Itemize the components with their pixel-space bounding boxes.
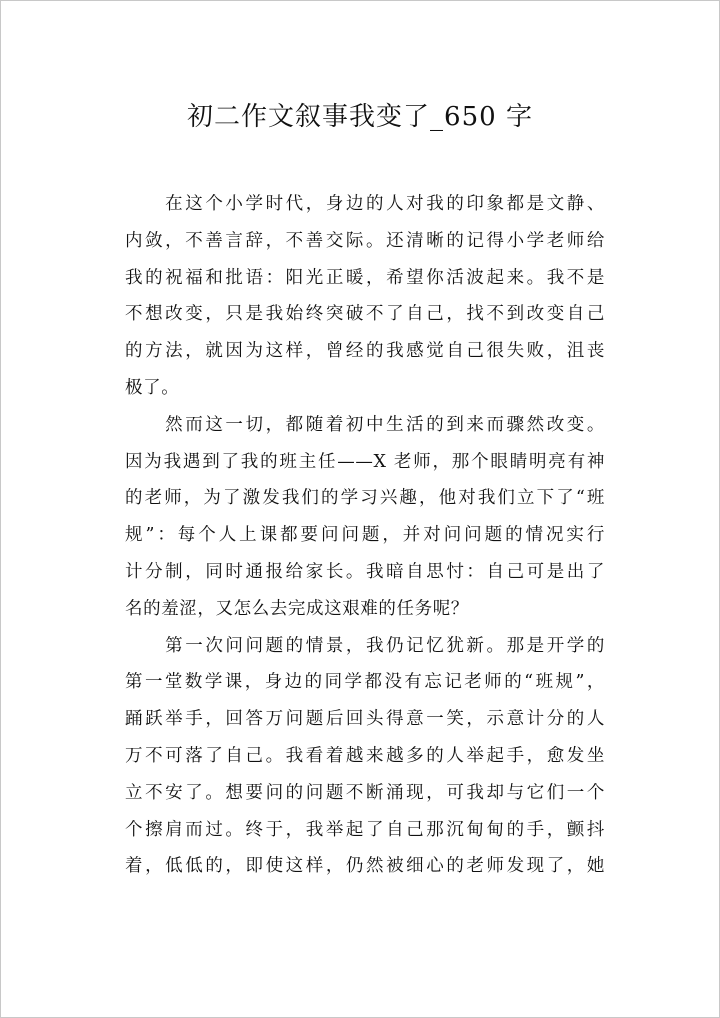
text-line: 第一次问问题的情景，我仍记忆犹新。那是开学的 xyxy=(125,635,605,656)
text-line: 的方法，就因为这样，曾经的我感觉自己很失败，沮丧 xyxy=(125,341,605,362)
text-line: 我的祝福和批语：阳光正暖，希望你活波起来。我不是 xyxy=(125,267,605,288)
text-line: 然而这一切，都随着初中生活的到来而骤然改变。 xyxy=(125,414,605,435)
text-line: 个擦肩而过。终于，我举起了自己那沉甸甸的手，颤抖 xyxy=(125,819,605,840)
text-line: 极了。 xyxy=(125,377,180,398)
document-title: 初二作文叙事我变了_650 字 xyxy=(187,102,533,132)
text-line: 因为我遇到了我的班主任——X 老师，那个眼睛明亮有神 xyxy=(125,451,605,472)
text-line: 万不可落了自己。我看着越来越多的人举起手，愈发坐 xyxy=(125,745,605,766)
paragraph xyxy=(125,186,605,407)
text-line: 的老师，为了激发我们的学习兴趣，他对我们立下了“班 xyxy=(125,488,605,509)
text-line: 踊跃举手，回答万问题后回头得意一笑，示意计分的人 xyxy=(125,709,605,730)
text-line: 规”：每个人上课都要问问题，并对问问题的情况实行 xyxy=(125,525,605,546)
text-line: 名的羞涩，又怎么去完成这艰难的任务呢？ xyxy=(125,598,469,619)
paragraph xyxy=(125,407,605,628)
text-line: 着，低低的，即使这样，仍然被细心的老师发现了，她 xyxy=(125,856,605,877)
document-body xyxy=(125,186,605,885)
text-line: 第一堂数学课，身边的同学都没有忘记老师的“班规”， xyxy=(125,672,605,693)
text-line: 在这个小学时代，身边的人对我的印象都是文静、 xyxy=(125,194,605,214)
text-line: 内敛，不善言辞，不善交际。还清晰的记得小学老师给 xyxy=(125,230,605,251)
text-line: 不想改变，只是我始终突破不了自己，找不到改变自己 xyxy=(125,304,605,325)
text-line: 计分制，同时通报给家长。我暗自思忖：自己可是出了 xyxy=(125,561,605,582)
paragraph xyxy=(125,628,605,886)
text-line: 立不安了。想要问的问题不断涌现，可我却与它们一个 xyxy=(125,782,605,803)
